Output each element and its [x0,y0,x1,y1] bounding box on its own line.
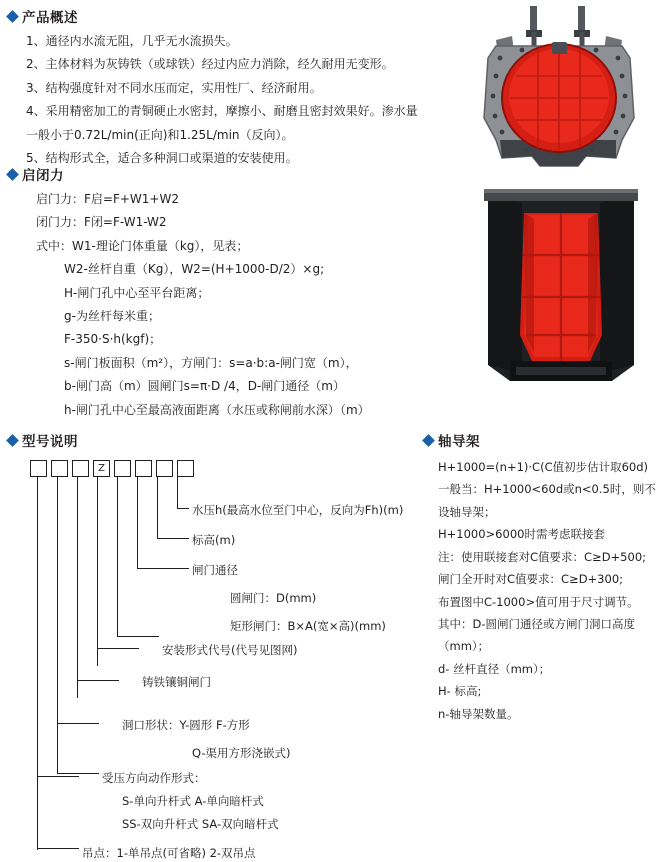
leader-line [57,773,99,774]
overview-item: 3、结构强度针对不同水压而定，实用性厂、经济耐用。 [26,80,322,95]
model-label-elevation: 标高(m) [192,533,236,547]
model-code-box [156,460,173,477]
model-label-double-direction: SS-双向升杆式 SA-双向暗杆式 [122,817,279,831]
round-gate-valve-photo [466,6,652,176]
section-model-designation [8,430,428,860]
model-label-install-form: 安装形式代号(代号见图网) [162,643,298,657]
model-diagram [8,458,428,860]
model-code-boxes [30,460,194,477]
bearing-body [424,456,656,725]
bearing-line: d- 丝杆直径（mm）； [438,661,551,676]
model-title: 型号说明 [22,434,78,450]
model-label-gate-diameter: 闸门通径 [192,563,238,577]
leader-line [177,508,189,509]
bearing-line: 其中：D-圆闸门通径或方闸门洞口高度（mm）； [438,616,636,654]
model-label-hole-shape: 洞口形状：Y-圆形 F-方形 [122,718,250,732]
leader-line [77,680,119,681]
diamond-bullet-icon [6,434,19,447]
leader-line [57,476,58,741]
overview-item: 4、采用精密加工的青铜硬止水密封，摩擦小、耐磨且密封效果好。渗水量 [26,104,418,119]
force-line: 启门力：F启=F+W1+W2 [36,192,179,206]
force-line: 式中：W1-理论门体重量（kg），见表； [36,238,249,253]
bearing-line: H- 标高; [438,684,482,699]
bearing-line: 闸门全开时对C值要求：C≥D+300; [438,572,624,587]
leader-line [117,636,159,637]
diamond-bullet-icon [422,434,435,447]
model-code-box [177,460,194,477]
model-code-box [51,460,68,477]
overview-heading [8,6,460,26]
diamond-bullet-icon [6,10,19,23]
leader-line [37,776,79,777]
section-bearing-frame [424,430,656,725]
bearing-title: 轴导架 [438,434,480,450]
model-label-cast-iron-gate: 铸铁镶铜闸门 [142,675,211,689]
model-label-pressure-direction: 受压方向动作形式： [102,771,206,785]
model-label-single-direction: S-单向升杆式 A-单向暗杆式 [122,794,264,808]
force-line: F-350·S·h(kgf)； [64,332,162,347]
model-code-box-z: Z [93,460,110,477]
section-product-overview [8,6,460,170]
bearing-line: 注：使用联接套对C值要求：C≥D+500; [438,549,647,564]
model-label-round-gate: 圆闸门：D(mm) [230,591,317,605]
leader-line [57,723,58,773]
leader-line [137,568,189,569]
overview-item: 一般小于0.72L/min(正向)和1.25L/min（反向）。 [26,127,294,142]
leader-line [117,476,118,636]
force-line: W2-丝杆自重（Kg），W2=(H+1000-D/2）×g; [64,262,325,277]
overview-item: 5、结构形式全，适合多种洞口或渠道的安装使用。 [26,150,298,165]
leader-line [97,476,98,666]
force-line: g-为丝杆每米重； [64,308,160,323]
leader-line [37,476,38,776]
square-gate-valve-photo [470,185,652,385]
model-label-lifting-point: 吊点：1-单吊点(可省略) 2-双吊点 [82,846,256,860]
model-code-box [30,460,47,477]
force-line: 闭门力：F闭=F-W1-W2 [36,215,167,230]
force-heading [8,164,460,184]
overview-body [8,30,460,170]
leader-line [157,538,189,539]
force-title: 启闭力 [22,168,64,184]
bearing-line: 一般当：H+1000<60d或n<0.5时，则不设轴导架； [438,482,656,519]
diamond-bullet-icon [6,168,19,181]
model-code-box [114,460,131,477]
bearing-line: H+1000=(n+1)·C(C值初步估计取60d) [438,460,649,474]
leader-line [57,723,99,724]
force-body [8,188,460,422]
leader-line [37,776,38,850]
leader-line [157,476,158,538]
bearing-line: n-轴导架数量。 [438,706,519,721]
bearing-line: 布置图中C-1000>值可用于尺寸调节。 [438,594,639,609]
model-label-hole-shape-q: Q-渠用方形浇嵌式) [192,746,291,760]
model-heading [8,430,428,450]
force-line: h-闸门孔中心至最高液面距离（水压或称闸前水深）（m） [64,402,370,417]
model-code-box [72,460,89,477]
section-operating-force [8,164,460,422]
leader-line [77,476,78,698]
force-line: H-闸门孔中心至平台距离； [64,285,210,300]
overview-title: 产品概述 [22,10,78,26]
force-line: b-闸门高（m）圆闸门s=π·D /4，D-闸门通径（m） [64,379,345,394]
bearing-heading [424,430,656,450]
leader-line [177,476,178,508]
overview-item: 1、通径内水流无阻，几乎无水流损失。 [26,34,238,48]
model-code-box [135,460,152,477]
bearing-line: H+1000>6000时需考虑联接套 [438,527,605,542]
overview-item: 2、主体材料为灰铸铁（或球铁）经过内应力消除，经久耐用无变形。 [26,57,394,72]
leader-line [97,648,139,649]
force-line: s-闸门板面积（m²），方闸门：s=a·b:a-闸门宽（m）， [64,355,358,370]
model-label-water-pressure: 水压h(最高水位至门中心，反向为Fh)(m) [192,503,404,517]
leader-line [137,476,138,568]
model-label-rect-gate: 矩形闸门：B×A(宽×高)(mm) [230,619,386,633]
leader-line [37,848,79,849]
